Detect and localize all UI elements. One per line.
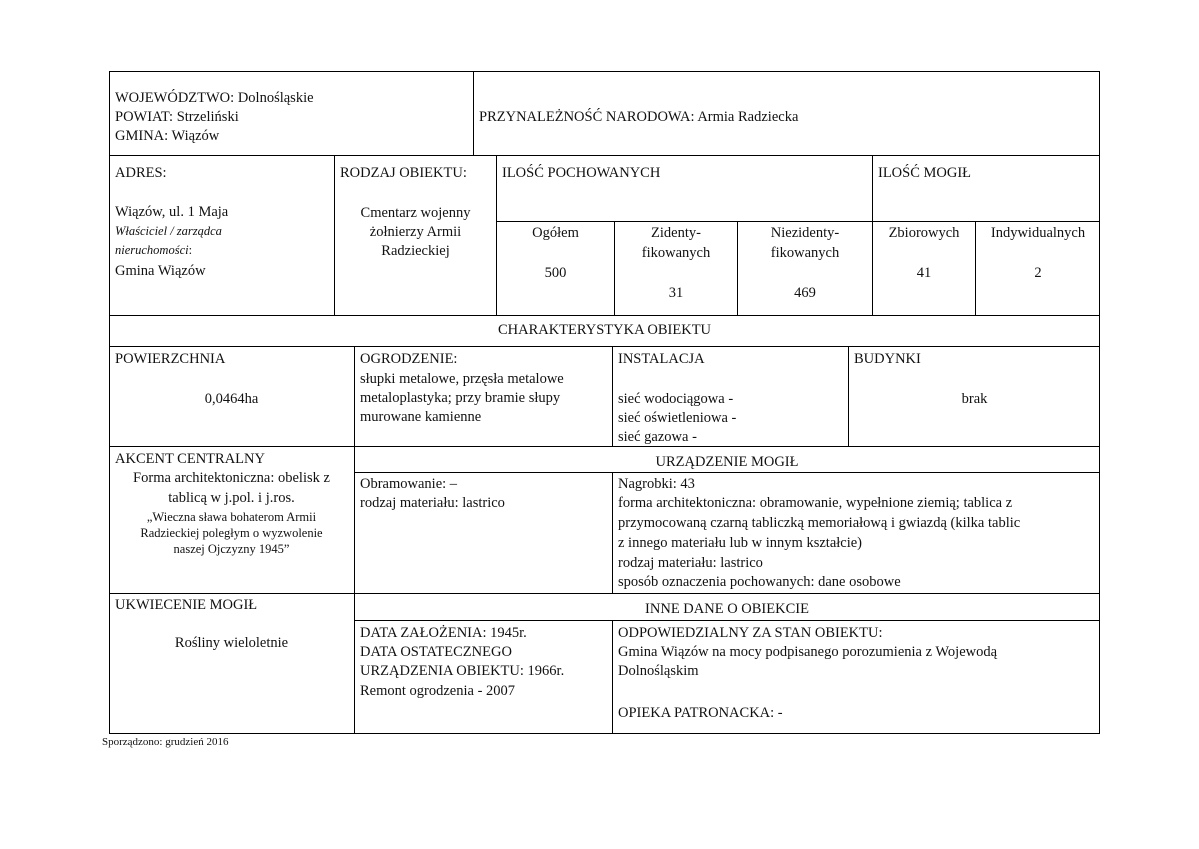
gmina-field (115, 127, 219, 146)
gmina-value: Wiązów (171, 128, 220, 144)
rodzaj-line3: Radzieckiej (381, 243, 450, 259)
niezident-label-line1: Niezidenty- (770, 225, 840, 241)
ukwiecenie-label: UKWIECENIE MOGIŁ (115, 597, 258, 613)
nagrobki-line2: forma architektoniczna: obramowanie, wypełnione ziemią; tablica z (618, 495, 1013, 511)
adres-value: Wiązów, ul. 1 Maja (115, 204, 229, 220)
odpowiedzialny-line3: Dolnośląskim (618, 663, 699, 679)
opieka-patronacka: OPIEKA PATRONACKA: - (618, 705, 783, 721)
row-divider (354, 620, 1100, 621)
ogolem-label: Ogółem (532, 225, 579, 241)
akcent-line2: tablicą w j.pol. i j.ros. (168, 490, 295, 506)
akcent-line1: Forma architektoniczna: obelisk z (133, 470, 330, 486)
budynki-label: BUDYNKI (854, 351, 921, 367)
owner-label-colon: : (188, 243, 193, 257)
wojewodztwo-label: WOJEWÓDZTWO: (115, 90, 235, 106)
ogolem-value: 500 (544, 265, 567, 281)
odpowiedzialny-line1: ODPOWIEDZIALNY ZA STAN OBIEKTU: (618, 625, 883, 641)
rodzaj-label: RODZAJ OBIEKTU: (340, 165, 467, 181)
owner-value: Gmina Wiązów (115, 263, 206, 279)
indywidualnych-value: 2 (1034, 265, 1042, 281)
nagrobki-line4: z innego materiału lub w innym kształcie) (618, 535, 863, 551)
wojewodztwo-value: Dolnośląskie (237, 90, 314, 106)
zbiorowych-label: Zbiorowych (888, 225, 960, 241)
footer-note: Sporządzono: grudzień 2016 (102, 736, 229, 748)
rodzaj-line2: żołnierzy Armii (369, 224, 462, 240)
row-divider (109, 593, 1100, 594)
obramowanie-line2: rodzaj materiału: lastrico (360, 495, 505, 511)
niezident-value: 469 (794, 285, 816, 301)
column-divider (612, 620, 613, 734)
owner-label-line2 (115, 243, 192, 258)
column-divider (473, 71, 474, 155)
ogrodzenie-label: OGRODZENIE: (360, 351, 458, 367)
zident-value: 31 (668, 285, 684, 301)
owner-label-text: nieruchomości (115, 243, 189, 257)
row-divider (354, 472, 1100, 473)
niezident-label-line2: fikowanych (770, 245, 840, 261)
odpowiedzialny-line2: Gmina Wiązów na mocy podpisanego porozumienia z Wojewodą (618, 644, 998, 660)
nagrobki-line1: Nagrobki: 43 (618, 476, 695, 492)
akcent-label: AKCENT CENTRALNY (115, 451, 265, 467)
column-divider (612, 346, 613, 446)
ogrodzenie-line3: murowane kamienne (360, 409, 482, 425)
zident-label-line2: fikowanych (641, 245, 711, 261)
akcent-line5: naszej Ojczyzny 1945” (173, 542, 290, 556)
mogily-label: ILOŚĆ MOGIŁ (878, 165, 972, 181)
powiat-label: POWIAT: (115, 109, 174, 125)
powierzchnia-value: 0,0464ha (204, 391, 259, 407)
urzadzenie-title: URZĄDZENIE MOGIŁ (655, 454, 799, 470)
akcent-line4: Radzieckiej poległym o wyzwolenie (140, 526, 323, 540)
akcent-line3: „Wieczna sława bohaterom Armii (146, 510, 317, 524)
gmina-label: GMINA: (115, 128, 169, 144)
instalacja-label: INSTALACJA (618, 351, 705, 367)
owner-label-line1: Właściciel / zarządca (115, 224, 222, 238)
budynki-value: brak (961, 391, 988, 407)
column-divider (612, 472, 613, 593)
ukwiecenie-value: Rośliny wieloletnie (174, 635, 289, 651)
row-divider (109, 346, 1100, 347)
data-line2: DATA OSTATECZNEGO (360, 644, 512, 660)
row-divider (109, 155, 1100, 156)
wojewodztwo-field (115, 89, 314, 108)
pochowani-label: ILOŚĆ POCHOWANYCH (502, 165, 661, 181)
data-line3: URZĄDZENIA OBIEKTU: 1966r. (360, 663, 565, 679)
obramowanie-line1: Obramowanie: – (360, 476, 458, 492)
indywidualnych-label: Indywidualnych (990, 225, 1086, 241)
row-divider (109, 315, 1100, 316)
zident-label-line1: Zidenty- (651, 225, 701, 241)
data-line4: Remont ogrodzenia - 2007 (360, 683, 516, 699)
row-divider (109, 446, 1100, 447)
nagrobki-line5: rodzaj materiału: lastrico (618, 555, 763, 571)
row-divider (496, 221, 1100, 222)
ogrodzenie-line2: metaloplastyka; przy bramie słupy (360, 390, 561, 406)
charakterystyka-title: CHARAKTERYSTYKA OBIEKTU (497, 322, 712, 338)
adres-label: ADRES: (115, 165, 167, 181)
przynaleznosc-field (479, 108, 798, 127)
inne-title: INNE DANE O OBIEKCIE (645, 601, 809, 617)
powiat-field (115, 108, 239, 127)
powiat-value: Strzeliński (176, 109, 239, 125)
powierzchnia-label: POWIERZCHNIA (115, 351, 226, 367)
instalacja-line3: sieć gazowa - (618, 429, 697, 445)
instalacja-line1: sieć wodociągowa - (618, 391, 734, 407)
nagrobki-line6: sposób oznaczenia pochowanych: dane osobowe (618, 574, 901, 590)
column-divider (354, 346, 355, 734)
zbiorowych-value: 41 (916, 265, 932, 281)
ogrodzenie-line1: słupki metalowe, przęsła metalowe (360, 371, 564, 387)
przynaleznosc-label: PRZYNALEŻNOŚĆ NARODOWA: (479, 109, 695, 125)
nagrobki-line3: przymocowaną czarną tabliczką memoriałową i gwiazdą (kilka tablic (618, 515, 1021, 531)
rodzaj-line1: Cmentarz wojenny (360, 205, 471, 221)
instalacja-line2: sieć oświetleniowa - (618, 410, 737, 426)
data-line1: DATA ZAŁOŻENIA: 1945r. (360, 625, 527, 641)
przynaleznosc-value: Armia Radziecka (697, 109, 799, 125)
